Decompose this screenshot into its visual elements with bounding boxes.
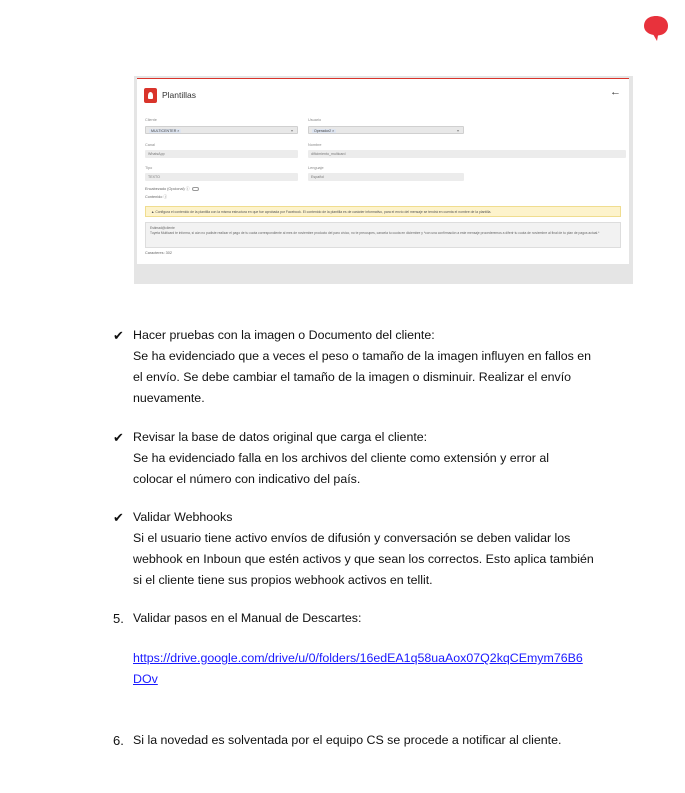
embedded-screenshot bbox=[134, 76, 633, 284]
item-line: colocar el número con indicativo del país. bbox=[133, 472, 361, 486]
checkmark-icon: ✔ bbox=[113, 328, 124, 343]
message-line-2: Tuyeta Multicard te informa, si aún no pudiste realizar el pago de tu cuota correspondiente al mes de noviembre producto del paro cívico, no te preocupes, cancela tu cuota en diciembre y *con una confirmación a este mensaje procederemos a diferir tu cuota de noviembre al final de tu plan de pagos actual.* bbox=[150, 230, 600, 235]
back-arrow-icon[interactable]: ← bbox=[610, 86, 621, 98]
item-line: el envío. Se debe cambiar el tamaño de la imagen o disminuir. Realizar el envío bbox=[133, 370, 572, 384]
user-icon bbox=[144, 88, 157, 103]
content-textarea[interactable] bbox=[145, 222, 621, 248]
card-header bbox=[144, 86, 196, 104]
usuario-label: Usuario bbox=[308, 118, 322, 122]
nombre-field[interactable]: dificimiento_multicard bbox=[308, 150, 626, 158]
tipo-field[interactable]: TEXTO bbox=[145, 173, 298, 181]
item-heading: Validar Webhooks bbox=[133, 510, 233, 524]
drive-link[interactable]: https://drive.google.com/drive/u/0/folders/16edEA1q58uaAox07Q2kqCEmym76B6 bbox=[133, 651, 583, 665]
cliente-label: Cliente bbox=[145, 118, 157, 122]
cliente-chip: MULTICENTER × bbox=[151, 129, 180, 133]
cliente-select[interactable] bbox=[145, 126, 298, 134]
item-heading: Hacer pruebas con la imagen o Documento del cliente: bbox=[133, 328, 435, 342]
cliente-value: MULTICENTER bbox=[151, 129, 177, 133]
char-counter: Caracteres: 302 bbox=[145, 251, 173, 255]
plantillas-card bbox=[137, 78, 629, 264]
warning-icon: ▲ bbox=[151, 210, 155, 214]
item-number: 5. bbox=[113, 611, 124, 626]
message-line-1: Estimad@cliente bbox=[150, 226, 175, 230]
chevron-down-icon: ▾ bbox=[290, 128, 293, 133]
usuario-select[interactable] bbox=[308, 126, 464, 134]
usuario-value: Operador2 bbox=[314, 129, 332, 133]
checkmark-icon: ✔ bbox=[113, 430, 124, 445]
contenido-row: Contenido ⓘ bbox=[145, 195, 168, 199]
item-line: webhook en Inboun que estén activos y que sean los correctos. Esto aplica también bbox=[133, 552, 594, 566]
usuario-chip: Operador2 × bbox=[314, 129, 335, 133]
canal-label: Canal bbox=[145, 143, 155, 147]
item-heading: Si la novedad es solventada por el equipo CS se procede a notificar al cliente. bbox=[133, 733, 562, 747]
encabezado-row: Encabezado (Opcional) ⓘ bbox=[145, 187, 199, 192]
contenido-label: Contenido bbox=[145, 195, 163, 199]
warning-text: Configura el contenido de la plantilla con la misma estructura en que fue aprobada por Facebook. El contenido de la plantilla es de carácter informativo, para el envío del mensaje se tendrá en cuenta el nombre de la plantilla. bbox=[155, 210, 492, 214]
canal-field[interactable]: WhatsApp bbox=[145, 150, 298, 158]
item-heading: Validar pasos en el Manual de Descartes: bbox=[133, 611, 362, 625]
lenguaje-label: Lenguaje bbox=[308, 166, 324, 170]
warning-banner bbox=[145, 206, 621, 217]
chevron-down-icon: ▾ bbox=[456, 128, 459, 133]
item-heading: Revisar la base de datos original que carga el cliente: bbox=[133, 430, 428, 444]
lenguaje-field[interactable]: Español bbox=[308, 173, 464, 181]
encabezado-label: Encabezado (Opcional) bbox=[145, 187, 185, 191]
nombre-label: Nombre bbox=[308, 143, 322, 147]
checkmark-icon: ✔ bbox=[113, 510, 124, 525]
encabezado-toggle[interactable] bbox=[192, 187, 199, 191]
drive-link-continued[interactable]: DOv bbox=[133, 672, 158, 686]
tipo-label: Tipo bbox=[145, 166, 153, 170]
item-number: 6. bbox=[113, 733, 124, 748]
item-line: Se ha evidenciado que a veces el peso o tamaño de la imagen influyen en fallos en bbox=[133, 349, 592, 363]
card-title: Plantillas bbox=[162, 90, 197, 100]
item-line: Se ha evidenciado falla en los archivos del cliente como extensión y error al bbox=[133, 451, 550, 465]
brand-chat-bubble-icon bbox=[643, 14, 669, 42]
item-line: nuevamente. bbox=[133, 391, 205, 405]
item-line: si el cliente tiene sus propios webhook activos en tellit. bbox=[133, 573, 433, 587]
item-line: Si el usuario tiene activo envíos de difusión y conversación se deben validar los bbox=[133, 531, 571, 545]
